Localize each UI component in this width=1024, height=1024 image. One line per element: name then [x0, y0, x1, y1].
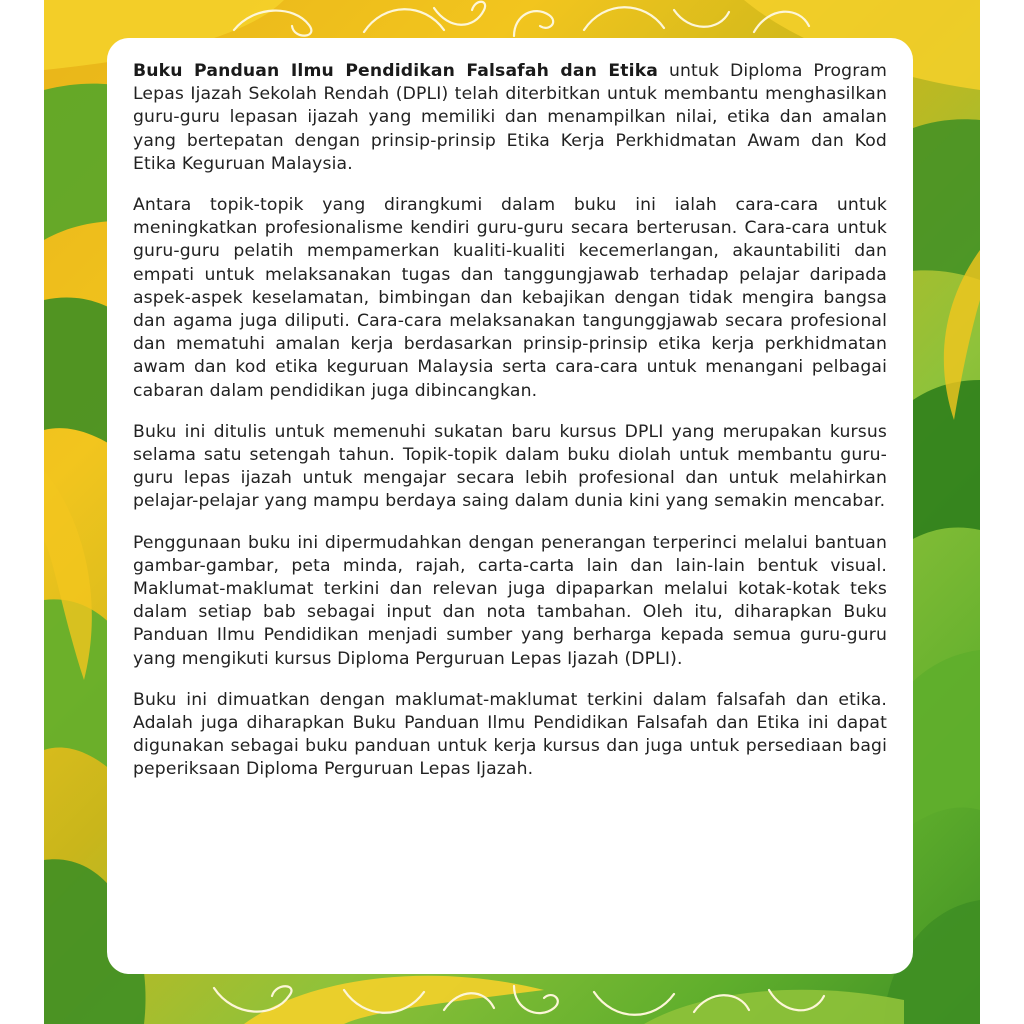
synopsis-paragraph-2: Antara topik-topik yang dirangkumi dalam buku ini ialah cara-cara untuk meningkatkan profesionalisme kendiri guru-guru secara berterusan. Cara-cara untuk guru-guru pelatih mempamerkan kualiti-kualiti kecemerlangan, akauntabiliti dan empati untuk melaksanakan tugas dan tanggungjawab terhadap pelajar daripada aspek-aspek keselamatan, bimbingan dan kebajikan dengan tidak mengira bangsa dan agama juga diliputi. Cara-cara melaksanakan tangunggjawab secara profesional dan mematuhi amalan kerja berdasarkan prinsip-prinsip etika kerja perkhidmatan awam dan kod etika keguruan Malaysia serta cara-cara untuk menangani pelbagai cabaran dalam pendidikan juga dibincangkan.	[133, 195, 887, 401]
swirl-ornament-icon	[194, 980, 834, 1024]
synopsis-panel	[107, 38, 913, 974]
synopsis-paragraph-1	[133, 60, 887, 176]
book-back-cover	[44, 0, 980, 1024]
synopsis-paragraph-5: Buku ini dimuatkan dengan maklumat-maklumat terkini dalam falsafah dan etika. Adalah juga diharapkan Buku Panduan Ilmu Pendidikan Falsafah dan Etika ini dapat digunakan sebagai buku panduan untuk kerja kursus dan juga untuk persediaan bagi peperiksaan Diploma Perguruan Lepas Ijazah.	[133, 689, 887, 780]
synopsis-paragraph-4: Penggunaan buku ini dipermudahkan dengan penerangan terperinci melalui bantuan gambar-gambar, peta minda, rajah, carta-carta lain dan lain-lain bentuk visual. Maklumat-maklumat terkini dan relevan juga dipaparkan melalui kotak-kotak teks dalam setiap bab sebagai input dan nota tambahan. Oleh itu, diharapkan Buku Panduan Ilmu Pendidikan menjadi sumber yang berharga kepada semua guru-guru yang mengikuti kursus Diploma Perguruan Lepas Ijazah (DPLI).	[133, 532, 887, 669]
paragraph-text: untuk Diploma Program Lepas Ijazah Sekolah Rendah (DPLI) telah diterbitkan untuk membantu menghasilkan guru-guru lepasan ijazah yang memiliki dan menampilkan nilai, etika dan amalan yang bertepatan dengan prinsip-prinsip Etika Kerja Perkhidmatan Awam dan Kod Etika Keguruan Malaysia.	[133, 61, 887, 174]
swirl-ornament-icon	[214, 0, 814, 40]
synopsis-paragraph-3: Buku ini ditulis untuk memenuhi sukatan baru kursus DPLI yang merupakan kursus selama satu setengah tahun. Topik-topik dalam buku diolah untuk membantu guru-guru lepas ijazah untuk mengajar secara lebih profesional dan untuk melahirkan pelajar-pelajar yang mampu berdaya saing dalam dunia kini yang semakin mencabar.	[133, 421, 887, 512]
book-title-bold: Buku Panduan Ilmu Pendidikan Falsafah dan Etika	[133, 61, 659, 81]
